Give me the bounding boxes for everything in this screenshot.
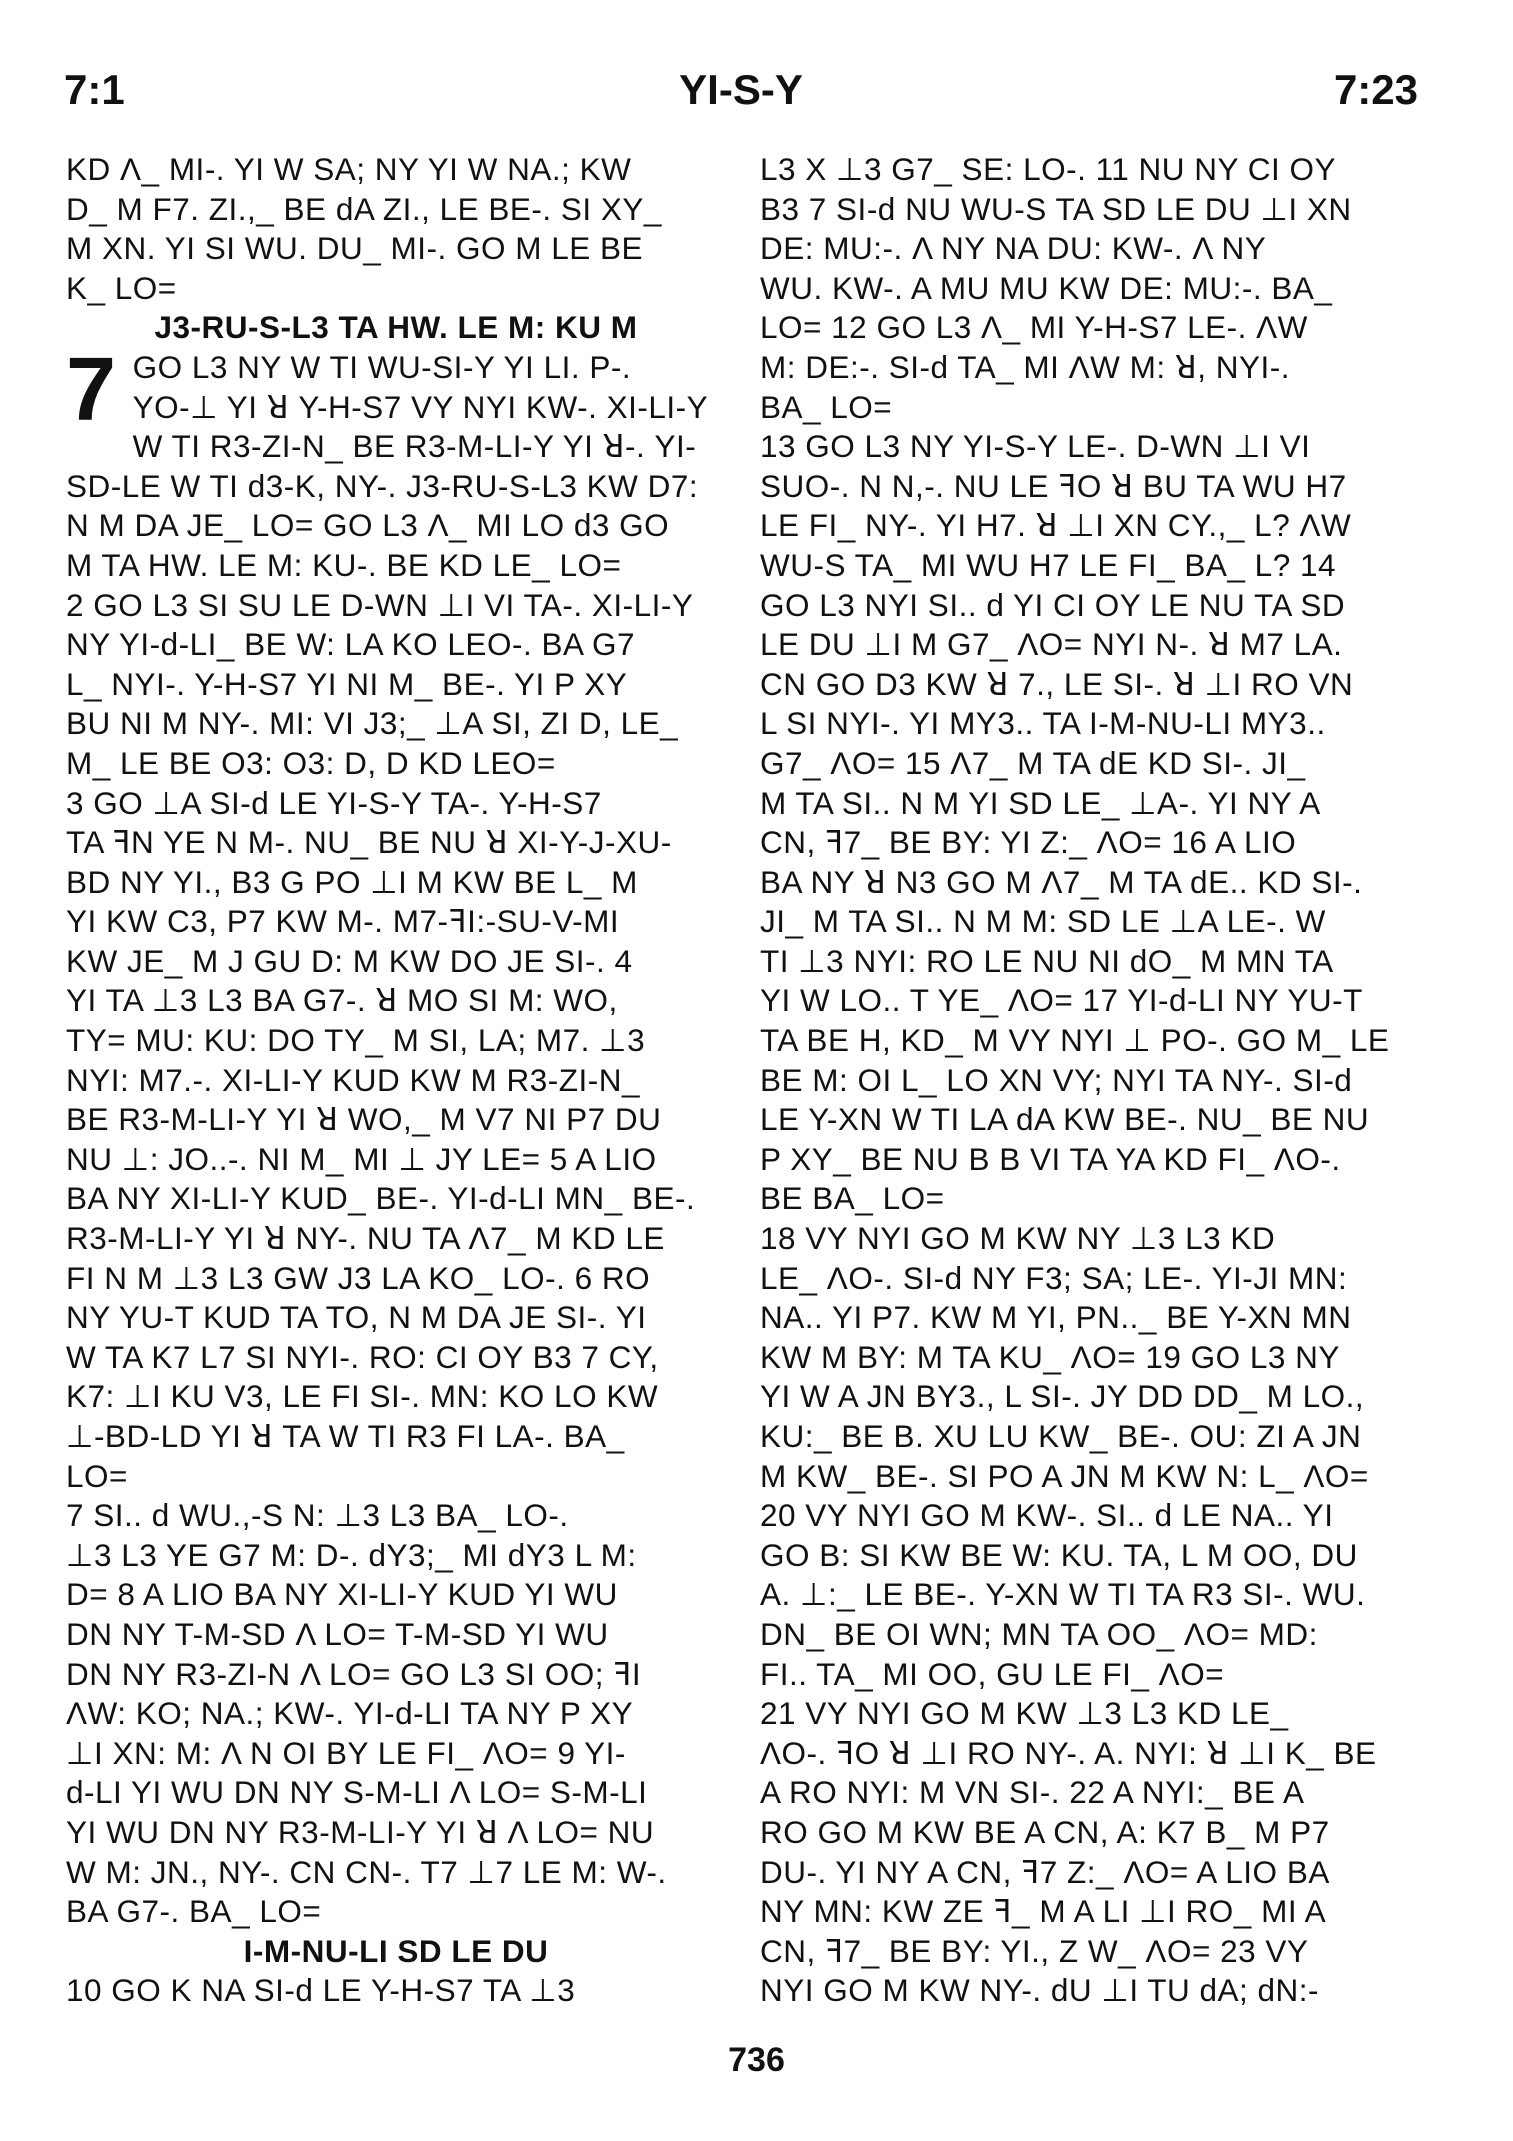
text-line: DN NY R3-ZI-N Λ LO= GO L3 SI OO; ꟻI (66, 1655, 642, 1692)
text-line: TA BE H, KD_ M VY NYI ⊥ PO-. GO M_ LE (760, 1022, 1390, 1059)
text-line: LO= (66, 1457, 128, 1494)
text-line: BA NY ꓤ N3 GO M Λ7_ M TA dE.. KD SI-. (760, 863, 1363, 900)
text-line: LO= 12 GO L3 Λ_ MI Y-H-S7 LE-. ΛW (760, 309, 1308, 346)
text-line: 13 GO L3 NY YI-S-Y LE-. D-WN ⊥I VI (760, 428, 1311, 465)
text-line: YI W LO.. T YE_ ΛO= 17 YI-d-LI NY YU-T (760, 982, 1363, 1019)
section-heading: I-M-NU-LI SD LE DU (243, 1932, 549, 1969)
text-line: NY YI-d-LI_ BE W: LA KO LEO-. BA G7 (66, 626, 635, 663)
text-line: TI ⊥3 NYI: RO LE NU NI dO_ M MN TA (760, 942, 1334, 979)
text-line: YI TA ⊥3 L3 BA G7-. ꓤ MO SI M: WO, (66, 982, 618, 1019)
text-line: LE_ ΛO-. SI-d NY F3; SA; LE-. YI-JI MN: (760, 1259, 1348, 1296)
text-line: K_ LO= (66, 269, 177, 306)
text-line: RO GO M KW BE A CN, A: K7 B_ M P7 (760, 1813, 1330, 1850)
text-line: P XY_ BE NU B B VI TA YA KD FI_ ΛO-. (760, 1140, 1341, 1177)
text-line: DN NY T-M-SD Λ LO= T-M-SD YI WU (66, 1615, 609, 1652)
text-line: B3 7 SI-d NU WU-S TA SD LE DU ⊥I XN (760, 190, 1352, 227)
chapter-number-dropcap: 7 (66, 339, 117, 440)
text-line: DE: MU:-. Λ NY NA DU: KW-. Λ NY (760, 230, 1267, 267)
text-line: YO-⊥ YI ꓤ Y-H-S7 VY NYI KW-. XI-LI-Y (132, 388, 709, 425)
text-line: YI W A JN BY3., L SI-. JY DD DD_ M LO., (760, 1378, 1365, 1415)
text-line: KD Λ_ MI-. YI W SA; NY YI W NA.; KW (66, 151, 632, 187)
text-line: K7: ⊥I KU V3, LE FI SI-. MN: KO LO KW (66, 1378, 659, 1415)
left-text-column (66, 150, 726, 2011)
text-line: R3-M-LI-Y YI ꓤ NY-. NU TA Λ7_ M KD LE (66, 1220, 665, 1257)
text-line: L SI NYI-. YI MY3.. TA I-M-NU-LI MY3.. (760, 705, 1326, 742)
text-line: L3 X ⊥3 G7_ SE: LO-. 11 NU NY CI OY (760, 151, 1336, 187)
text-line: BE M: OI L_ LO XN VY; NYI TA NY-. SI-d (760, 1061, 1353, 1098)
text-line: 20 VY NYI GO M KW-. SI.. d LE NA.. YI (760, 1497, 1334, 1534)
text-line: BE BA_ LO= (760, 1180, 945, 1217)
text-line: YI KW C3, P7 KW M-. M7-ꟻI:-SU-V-MI (66, 903, 620, 940)
text-line: 2 GO L3 SI SU LE D-WN ⊥I VI TA-. XI-LI-Y (66, 586, 694, 623)
text-line: BA G7-. BA_ LO= (66, 1893, 322, 1930)
text-line: FI N M ⊥3 L3 GW J3 LA KO_ LO-. 6 RO (66, 1259, 651, 1296)
text-line: BA_ LO= (760, 388, 893, 425)
text-line: WU-S TA_ MI WU H7 LE FI_ BA_ L? 14 (760, 546, 1337, 583)
text-line: LE FI_ NY-. YI H7. ꓤ ⊥I XN CY.,_ L? ΛW (760, 507, 1352, 544)
text-line: N M DA JE_ LO= GO L3 Λ_ MI LO d3 GO (66, 507, 670, 544)
text-line: BE R3-M-LI-Y YI ꓤ WO,_ M V7 NI P7 DU (66, 1101, 662, 1138)
text-line: BD NY YI., B3 G PO ⊥I M KW BE L_ M (66, 863, 638, 900)
text-line: G7_ ΛO= 15 Λ7_ M TA dE KD SI-. JI_ (760, 744, 1306, 781)
text-line: JI_ M TA SI.. N M M: SD LE ⊥A LE-. W (760, 903, 1326, 940)
running-header (64, 66, 1418, 126)
chapter-start-block (66, 339, 726, 440)
text-line: NU ⊥: JO..-. NI M_ MI ⊥ JY LE= 5 A LIO (66, 1140, 657, 1177)
header-chapter-end: 7:23 (1333, 66, 1418, 113)
text-line: KW M BY: M TA KU_ ΛO= 19 GO L3 NY (760, 1338, 1340, 1375)
header-book-title: YI-S-Y (679, 66, 803, 113)
text-line: ΛO-. ꟻO ꓤ ⊥I RO NY-. A. NYI: ꓤ ⊥I K_ BE (760, 1734, 1377, 1771)
text-line: NA.. YI P7. KW M YI, PN.._ BE Y-XN MN (760, 1299, 1352, 1336)
text-line: 21 VY NYI GO M KW ⊥3 L3 KD LE_ (760, 1695, 1289, 1732)
text-line: DU-. YI NY A CN, ꟻ7 Z:_ ΛO= A LIO BA (760, 1853, 1330, 1890)
text-line: M: DE:-. SI-d TA_ MI ΛW M: ꓤ, NYI-. (760, 348, 1291, 385)
text-line: CN GO D3 KW ꓤ 7., LE SI-. ꓤ ⊥I RO VN (760, 665, 1354, 702)
header-chapter-start: 7:1 (64, 66, 125, 113)
text-line: SD-LE W TI d3-K, NY-. J3-RU-S-L3 KW D7: (66, 467, 699, 504)
text-line: LE Y-XN W TI LA dA KW BE-. NU_ BE NU (760, 1101, 1370, 1138)
text-line: 10 GO K NA SI-d LE Y-H-S7 TA ⊥3 (66, 1972, 576, 2009)
text-line: W TI R3-ZI-N_ BE R3-M-LI-Y YI ꓤ-. YI- (132, 428, 697, 465)
text-line: GO L3 NY W TI WU-SI-Y YI LI. P-. (132, 348, 632, 385)
text-line: M TA SI.. N M YI SD LE_ ⊥A-. YI NY A (760, 784, 1321, 821)
text-line: GO B: SI KW BE W: KU. TA, L M OO, DU (760, 1536, 1358, 1573)
text-line: CN, ꟻ7_ BE BY: YI Z:_ ΛO= 16 A LIO (760, 824, 1297, 861)
text-line: 18 VY NYI GO M KW NY ⊥3 L3 KD (760, 1220, 1276, 1257)
text-line: KW JE_ M J GU D: M KW DO JE SI-. 4 (66, 942, 633, 979)
text-line: 7 SI.. d WU.,-S N: ⊥3 L3 BA_ LO-. (66, 1497, 569, 1534)
text-line: ⊥I XN: M: Λ N OI BY LE FI_ ΛO= 9 YI- (66, 1734, 626, 1771)
text-line: BU NI M NY-. MI: VI J3;_ ⊥A SI, ZI D, LE_ (66, 705, 679, 742)
text-line: TY= MU: KU: DO TY_ M SI, LA; M7. ⊥3 (66, 1022, 646, 1059)
text-line: d-LI YI WU DN NY S-M-LI Λ LO= S-M-LI (66, 1774, 648, 1811)
text-line: WU. KW-. A MU MU KW DE: MU:-. BA_ (760, 269, 1333, 306)
text-line: M TA HW. LE M: KU-. BE KD LE_ LO= (66, 546, 622, 583)
text-line: ⊥-BD-LD YI ꓤ TA W TI R3 FI LA-. BA_ (66, 1418, 625, 1454)
text-line: D_ M F7. ZI.,_ BE dA ZI., LE BE-. SI XY_ (66, 190, 662, 227)
text-line: GO L3 NYI SI.. d YI CI OY LE NU TA SD (760, 586, 1346, 623)
text-line: 3 GO ⊥A SI-d LE YI-S-Y TA-. Y-H-S7 (66, 784, 602, 821)
text-line: M XN. YI SI WU. DU_ MI-. GO M LE BE (66, 230, 643, 267)
text-line: SUO-. N N,-. NU LE ꟻO ꓤ BU TA WU H7 (760, 467, 1347, 504)
text-line: A RO NYI: M VN SI-. 22 A NYI:_ BE A (760, 1774, 1305, 1811)
text-line: TA ꟻN YE N M-. NU_ BE NU ꓤ XI-Y-J-XU- (66, 824, 672, 861)
text-line: ⊥3 L3 YE G7 M: D-. dY3;_ MI dY3 L M: (66, 1536, 637, 1573)
page-number: 736 (728, 2041, 785, 2079)
text-line: D= 8 A LIO BA NY XI-LI-Y KUD YI WU (66, 1576, 618, 1613)
text-line: NYI GO M KW NY-. dU ⊥I TU dA; dN:- (760, 1972, 1320, 2009)
text-line: KU:_ BE B. XU LU KW_ BE-. OU: ZI A JN (760, 1418, 1362, 1454)
text-line: L_ NYI-. Y-H-S7 YI NI M_ BE-. YI P XY (66, 665, 628, 702)
text-line: M_ LE BE O3: O3: D, D KD LEO= (66, 744, 556, 781)
right-text-column (760, 150, 1425, 2011)
section-heading: J3-RU-S-L3 TA HW. LE M: KU M (154, 309, 638, 346)
text-line: NY MN: KW ZE ꟻ_ M A LI ⊥I RO_ MI A (760, 1893, 1327, 1930)
text-line: ΛW: KO; NA.; KW-. YI-d-LI TA NY P XY (66, 1695, 634, 1732)
text-line: DN_ BE OI WN; MN TA OO_ ΛO= MD: (760, 1615, 1318, 1652)
text-line: A. ⊥:_ LE BE-. Y-XN W TI TA R3 SI-. WU. (760, 1576, 1366, 1613)
text-line: LE DU ⊥I M G7_ ΛO= NYI N-. ꓤ M7 LA. (760, 626, 1343, 663)
text-line: W TA K7 L7 SI NYI-. RO: CI OY B3 7 CY, (66, 1338, 659, 1375)
text-line: FI.. TA_ MI OO, GU LE FI_ ΛO= (760, 1655, 1225, 1692)
text-line: YI WU DN NY R3-M-LI-Y YI ꓤ Λ LO= NU (66, 1813, 655, 1850)
text-line: W M: JN., NY-. CN CN-. T7 ⊥7 LE M: W-. (66, 1853, 667, 1890)
text-line: NYI: M7.-. XI-LI-Y KUD KW M R3-ZI-N_ (66, 1061, 640, 1098)
text-line: CN, ꟻ7_ BE BY: YI., Z W_ ΛO= 23 VY (760, 1932, 1309, 1969)
text-line: M KW_ BE-. SI PO A JN M KW N: L_ ΛO= (760, 1457, 1369, 1494)
text-line: NY YU-T KUD TA TO, N M DA JE SI-. YI (66, 1299, 647, 1336)
text-line: BA NY XI-LI-Y KUD_ BE-. YI-d-LI MN_ BE-. (66, 1180, 696, 1217)
